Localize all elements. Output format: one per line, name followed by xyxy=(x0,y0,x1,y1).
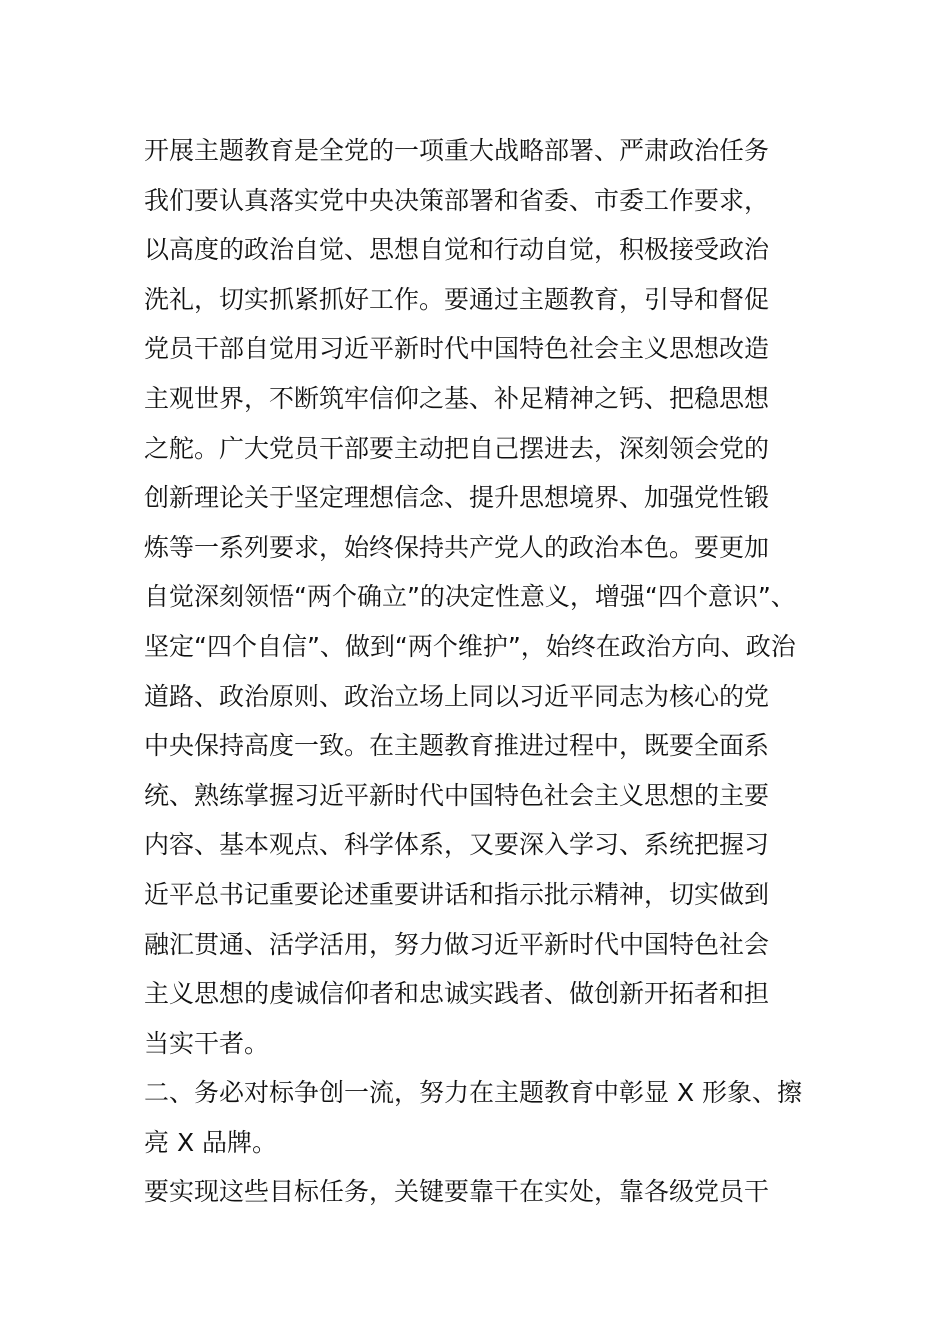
paragraph-main xyxy=(144,126,808,1068)
text-line: 主观世界，不断筑牢信仰之基、补足精神之钙、把稳思想 xyxy=(144,383,770,413)
text-line: 近平总书记重要论述重要讲话和指示批示精神，切实做到 xyxy=(144,879,770,909)
text-line: 我们要认真落实党中央决策部署和省委、市委工作要求， xyxy=(144,185,770,215)
text-line: 要实现这些目标任务，关键要靠干在实处，靠各级党员干 xyxy=(144,1177,770,1207)
heading-line: 亮 X 品牌。 xyxy=(144,1127,278,1157)
text-line: 融汇贯通、活学活用，努力做习近平新时代中国特色社会 xyxy=(144,929,770,959)
text-line: 之舵。广大党员干部要主动把自己摆进去，深刻领会党的 xyxy=(144,433,770,463)
text-line: 内容、基本观点、科学体系，又要深入学习、系统把握习 xyxy=(144,830,770,860)
text-line: 主义思想的虔诚信仰者和忠诚实践者、做创新开拓者和担 xyxy=(144,979,770,1009)
text-line: 创新理论关于坚定理想信念、提升思想境界、加强党性锻 xyxy=(144,483,770,513)
text-line: 道路、政治原则、政治立场上同以习近平同志为核心的党 xyxy=(144,681,770,711)
text-line: 统、熟练掌握习近平新时代中国特色社会主义思想的主要 xyxy=(144,780,770,810)
heading-line: 二、务必对标争创一流，努力在主题教育中彰显 X 形象、擦 xyxy=(144,1078,803,1108)
text-line: 开展主题教育是全党的一项重大战略部署、严肃政治任务 xyxy=(144,136,770,165)
text-line: 坚定“四个自信”、做到“两个维护”，始终在政治方向、政治 xyxy=(144,631,796,661)
text-line: 洗礼，切实抓紧抓好工作。要通过主题教育，引导和督促 xyxy=(144,284,770,314)
text-line: 党员干部自觉用习近平新时代中国特色社会主义思想改造 xyxy=(144,334,770,364)
text-line: 炼等一系列要求，始终保持共产党人的政治本色。要更加 xyxy=(144,532,770,562)
text-line: 中央保持高度一致。在主题教育推进过程中，既要全面系 xyxy=(144,731,770,761)
section-heading xyxy=(144,1068,808,1167)
text-line: 以高度的政治自觉、思想自觉和行动自觉，积极接受政治 xyxy=(144,235,770,265)
document-body xyxy=(144,126,808,1217)
text-line: 自觉深刻领悟“两个确立”的决定性意义，增强“四个意识”、 xyxy=(144,582,796,612)
text-line: 当实干者。 xyxy=(144,1028,270,1058)
paragraph-second xyxy=(144,1167,808,1217)
